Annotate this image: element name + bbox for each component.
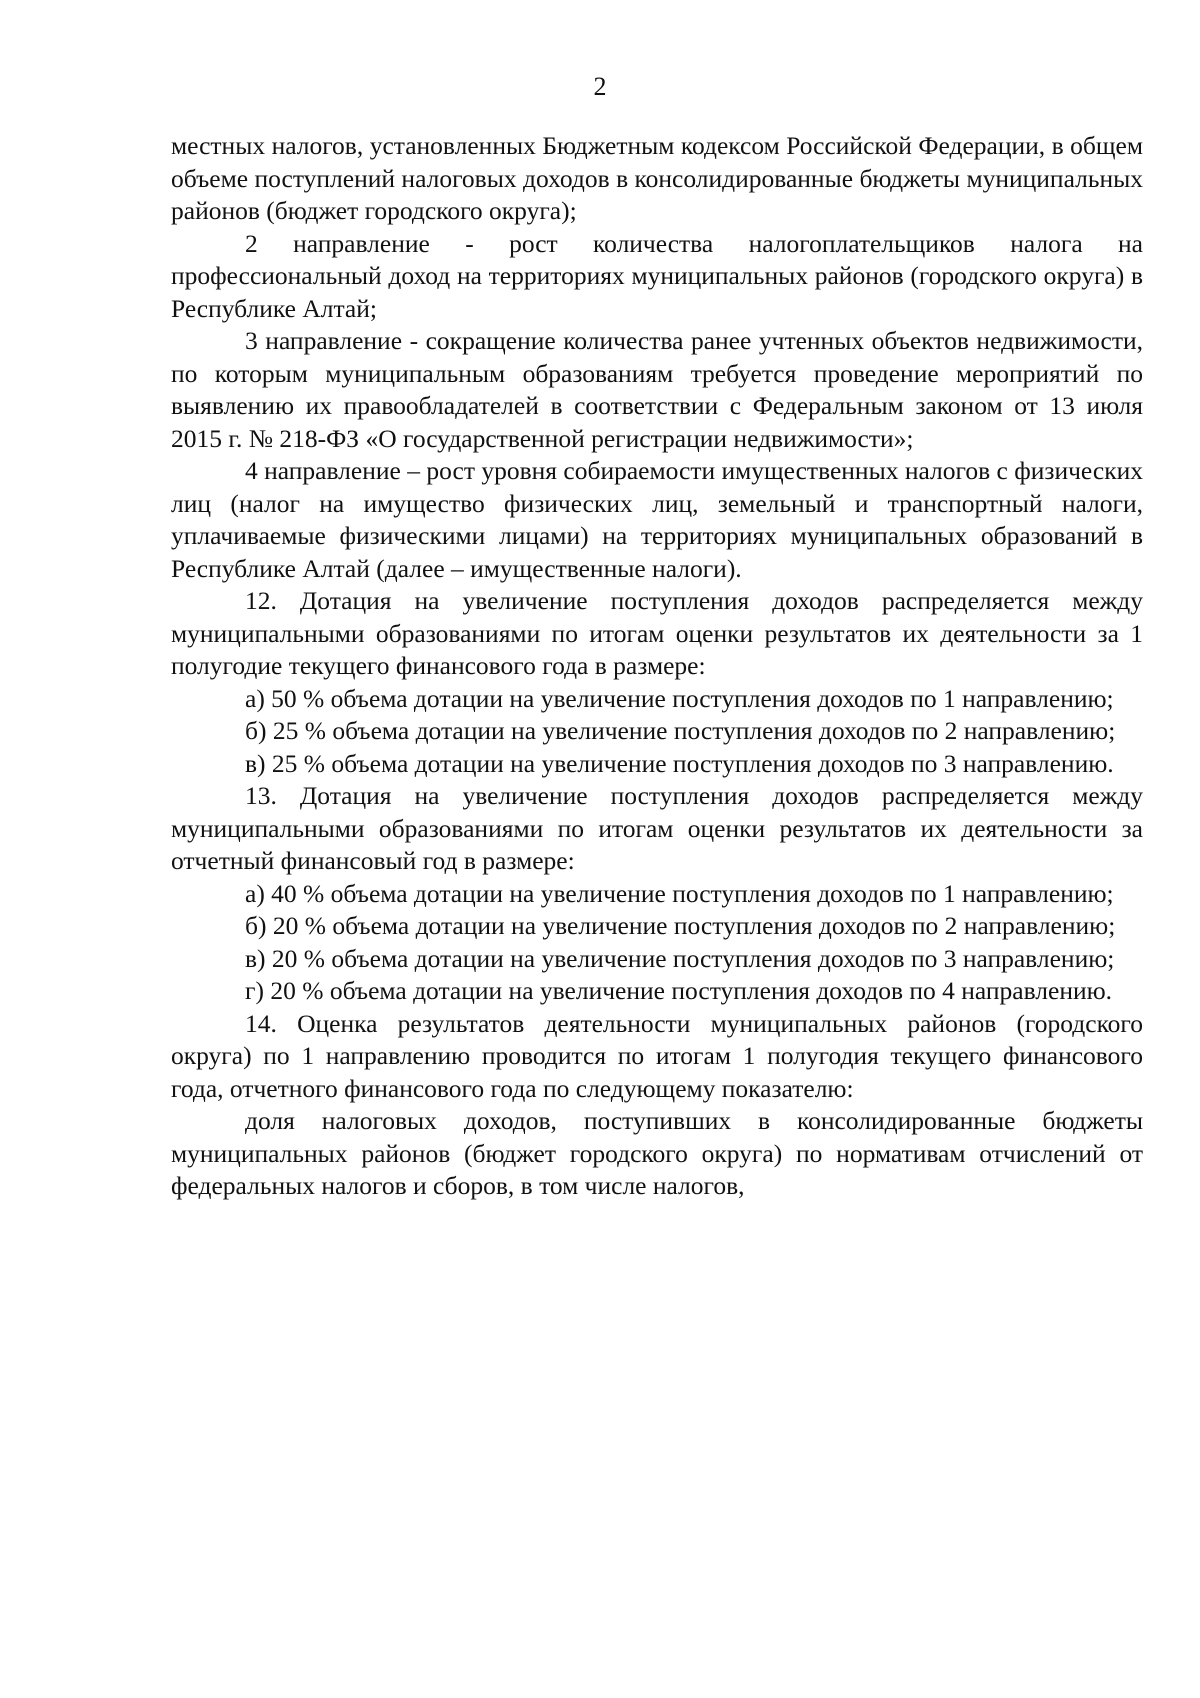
paragraph-clause-12: 12. Дотация на увеличение поступления доходов распределяется между муниципальными образованиями по итогам оценки результатов их деятельности за 1 полугодие текущего финансового года в размере: [171,586,1143,680]
paragraph-clause-13: 13. Дотация на увеличение поступления доходов распределяется между муниципальными образованиями по итогам оценки результатов их деятельности за отчетный финансовый год в размере: [171,781,1143,875]
paragraph-clause-14: 14. Оценка результатов деятельности муниципальных районов (городского округа) по 1 направлению проводится по итогам 1 полугодия текущего финансового года, отчетного финансового года по следующему показателю: [171,1008,1143,1103]
page-number: 2 [593,72,607,101]
paragraph-direction-4: 4 направление – рост уровня собираемости имущественных налогов с физических лиц (налог на имущество физических лиц, земельный и транспортный налоги, уплачиваемые физическими лицами) на территориях муниципальных образований в Республике Алтай (далее – имущественные налоги). [171,456,1143,583]
list-item-12a: а) 50 % объема дотации на увеличение поступления доходов по 1 направлению; [245,683,1114,713]
list-item-13c: в) 20 % объема дотации на увеличение поступления доходов по 3 направлению; [245,943,1115,973]
list-item-13a: а) 40 % объема дотации на увеличение поступления доходов по 1 направлению; [245,878,1114,908]
list-item-12c: в) 25 % объема дотации на увеличение поступления доходов по 3 направлению. [245,748,1114,778]
paragraph-continuation: местных налогов, установленных Бюджетным кодексом Российской Федерации, в общем объеме поступлений налоговых доходов в консолидированные бюджеты муниципальных районов (бюджет городского округа); [171,131,1143,225]
paragraph-direction-3: 3 направление - сокращение количества ранее учтенных объектов недвижимости, по которым муниципальным образованиям требуется проведение мероприятий по выявлению их правообладателей в соответствии с Федеральным законом от 13 июля 2015 г. № 218-ФЗ «О государственной регистрации недвижимости»; [171,326,1143,453]
list-item-12b: б) 25 % объема дотации на увеличение поступления доходов по 2 направлению; [245,716,1116,745]
document-body [171,130,1143,1203]
paragraph-indicator: доля налоговых доходов, поступивших в консолидированные бюджеты муниципальных районов (бюджет городского округа) по нормативам отчислений от федеральных налогов и сборов, в том числе налогов, [171,1106,1143,1200]
list-item-13b: б) 20 % объема дотации на увеличение поступления доходов по 2 направлению; [245,911,1116,940]
paragraph-direction-2: 2 направление - рост количества налогоплательщиков налога на профессиональный доход на территориях муниципальных районов (городского округа) в Республике Алтай; [171,228,1143,323]
list-item-13d: г) 20 % объема дотации на увеличение поступления доходов по 4 направлению. [245,976,1113,1005]
